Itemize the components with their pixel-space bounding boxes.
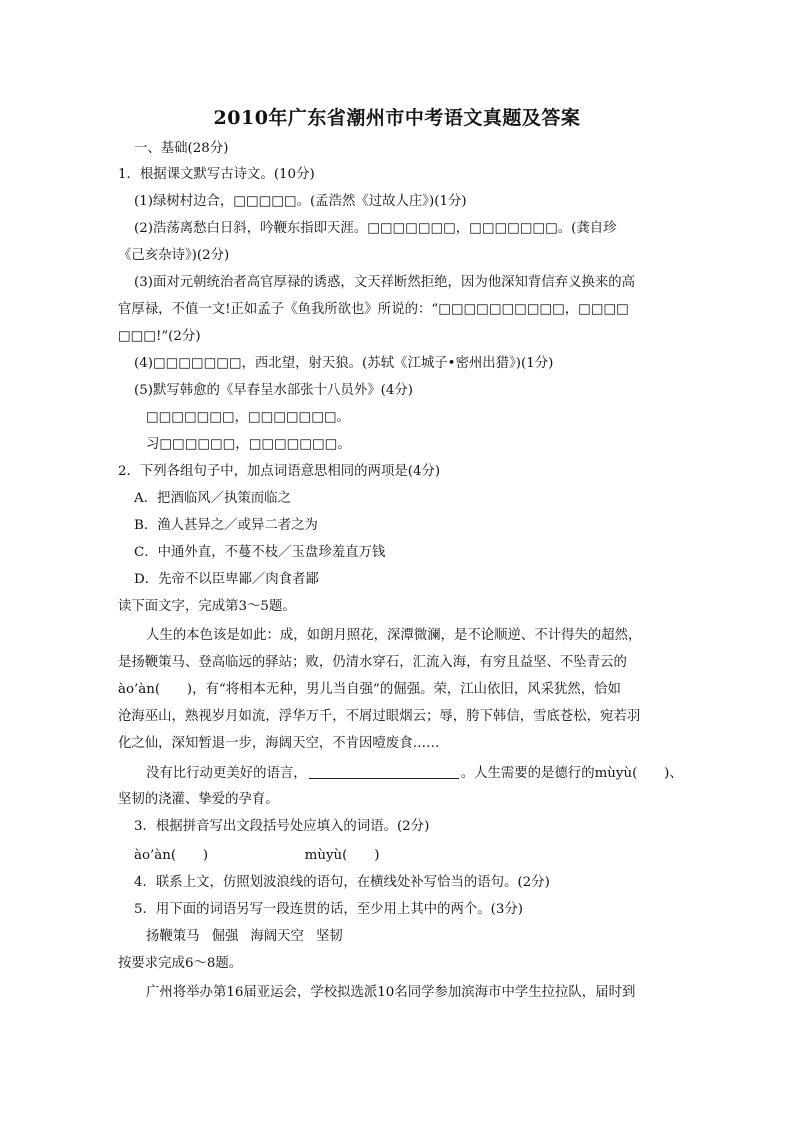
word-item: 扬鞭策马 xyxy=(146,929,200,944)
poem-line-1: □□□□□□□，□□□□□□□。 xyxy=(146,410,350,425)
word-item: 坚韧 xyxy=(315,929,343,944)
question-2-stem: 2．下列各组句子中，加点词语意思相同的两项是(4分) xyxy=(118,464,441,479)
passage-line-with-blank xyxy=(146,764,683,783)
question-2-option-b: B．渔人甚异之／或异二者之为 xyxy=(134,518,318,533)
passage-line: ào’àn( )，有“将相本无种，男儿当自强”的倔强。荣，江山依旧，风采犹然，恰如 xyxy=(118,682,621,697)
question-1-part-5: (5)默写韩愈的《早春呈水部张十八员外》(4分) xyxy=(134,383,413,398)
question-1-part-4: (4)□□□□□□□，西北望，射天狼。(苏轼《江城子•密州出猎》)(1分) xyxy=(134,356,554,371)
word-list xyxy=(146,928,355,946)
passage-line: 化之仙，深知暂退一步，海阔天空，不肯因噎废食…… xyxy=(118,736,440,751)
passage-text: 。人生需要的是德行的mùyù( )、 xyxy=(460,766,683,781)
task-intro: 按要求完成6～8题。 xyxy=(118,956,243,971)
pinyin-item: mùyù( ) xyxy=(304,848,380,863)
question-2-option-d: D．先帝不以臣卑鄙／肉食者鄙 xyxy=(134,572,319,587)
question-2-option-a: A．把酒临风／执策而临之 xyxy=(134,491,291,506)
question-3-stem: 3．根据拼音写出文段括号处应填入的词语。(2分) xyxy=(134,819,430,834)
question-1-part-3-line-1: (3)面对元朝统治者高官厚禄的诱惑，文天祥断然拒绝，因为他深知背信弃义换来的高 xyxy=(134,275,636,290)
question-3-pinyin-row xyxy=(134,847,379,865)
question-1-part-2-line-2: 《己亥杂诗》)(2分) xyxy=(118,248,230,263)
passage-line: 人生的本色该是如此：成，如朗月照花，深潭微澜，是不论顺逆、不计得失的超然， xyxy=(146,628,642,643)
word-item: 海阔天空 xyxy=(250,929,304,944)
passage-line: 坚韧的浇灌、挚爱的孕育。 xyxy=(118,792,279,807)
poem-line-2: 习□□□□□□，□□□□□□□。 xyxy=(146,437,351,452)
question-5-stem: 5．用下面的词语另写一段连贯的话，至少用上其中的两个。(3分) xyxy=(134,902,524,917)
question-1-part-2-line-1: (2)浩荡离愁白日斜，吟鞭东指即天涯。□□□□□□□，□□□□□□□。(龚自珍 xyxy=(134,221,617,236)
question-1-stem: 1．根据课文默写古诗文。(10分) xyxy=(118,167,315,182)
reading-intro: 读下面文字，完成第3～5题。 xyxy=(118,599,296,614)
answer-blank-line[interactable] xyxy=(309,764,459,779)
document-title: 2010年广东省潮州市中考语文真题及答案 xyxy=(213,107,581,129)
question-1-part-1: (1)绿树村边合，□□□□□。(孟浩然《过故人庄》)(1分) xyxy=(134,194,467,209)
question-4-stem: 4．联系上文，仿照划波浪线的语句，在横线处补写恰当的语句。(2分) xyxy=(134,875,550,890)
question-2-option-c: C．中通外直，不蔓不枝／玉盘珍羞直万钱 xyxy=(134,545,386,560)
section-heading: 一、基础(28分) xyxy=(134,141,229,156)
question-1-part-3-line-2: 官厚禄，不值一文!正如孟子《鱼我所欲也》所说的：“□□□□□□□□□□，□□□□ xyxy=(118,302,629,317)
passage-text: 没有比行动更美好的语言， xyxy=(146,766,307,781)
pinyin-item: ào’àn( ) xyxy=(134,848,209,863)
passage-line: 是扬鞭策马、登高临远的驿站；败，仍清水穿石，汇流入海，有穷且益坚、不坠青云的 xyxy=(118,655,627,670)
word-item: 倔强 xyxy=(211,929,239,944)
task-line: 广州将举办第16届亚运会，学校拟选派10名同学参加滨海市中学生拉拉队，届时到 xyxy=(146,985,636,1000)
question-1-part-3-line-3: □□□!”(2分) xyxy=(118,329,201,344)
passage-line: 沧海巫山，熟视岁月如流，浮华万千，不屑过眼烟云；辱，胯下韩信，雪底苍松，宛若羽 xyxy=(118,709,641,724)
